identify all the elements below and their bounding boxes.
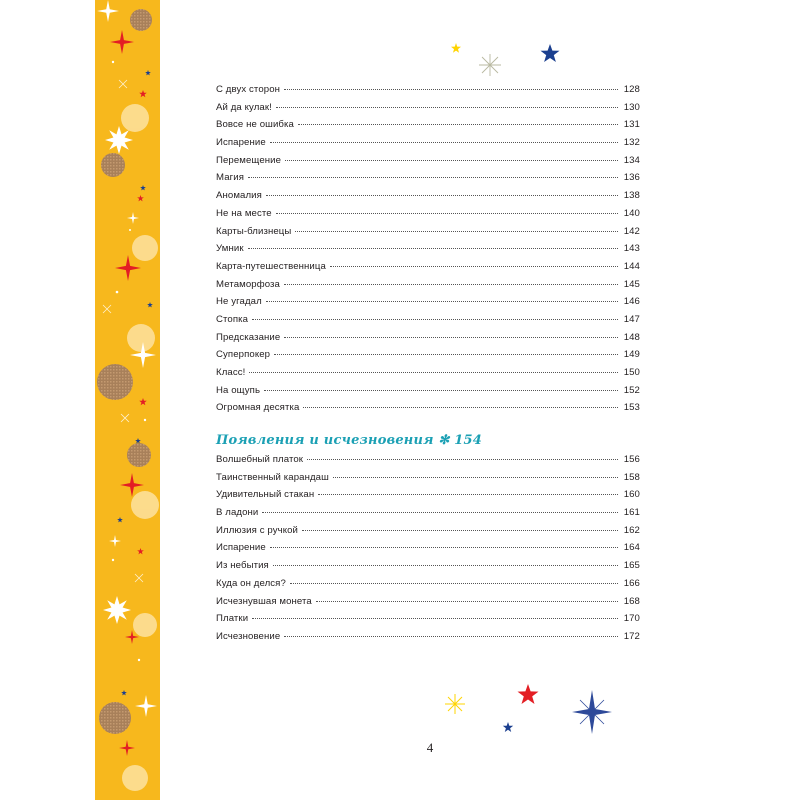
toc-entry xyxy=(216,119,640,137)
toc-entry xyxy=(216,525,640,543)
toc-entry-page: 160 xyxy=(623,489,640,501)
toc-entry xyxy=(216,454,640,472)
dot-leader xyxy=(266,301,618,302)
toc-entry xyxy=(216,489,640,507)
toc-entry xyxy=(216,349,640,367)
dot-leader xyxy=(303,407,618,408)
decorative-stars-top xyxy=(448,40,568,80)
toc-entry-title: Огромная десятка xyxy=(216,402,300,414)
toc-entry-page: 145 xyxy=(623,278,640,290)
toc-entry-title: Не на месте xyxy=(216,207,272,219)
dot-leader xyxy=(262,512,618,513)
toc-entry-page: 136 xyxy=(623,172,640,184)
toc-entry-page: 168 xyxy=(623,595,640,607)
toc-entry-title: Таинственный карандаш xyxy=(216,471,329,483)
toc-entry-page: 152 xyxy=(623,384,640,396)
dot-leader xyxy=(274,354,618,355)
toc-entry-page: 144 xyxy=(623,260,640,272)
toc-entry xyxy=(216,102,640,120)
toc-entry xyxy=(216,542,640,560)
toc-entry xyxy=(216,279,640,297)
toc-entry-page: 153 xyxy=(623,402,640,414)
toc-entry-title: Испарение xyxy=(216,137,266,149)
toc-entry-title: Стопка xyxy=(216,313,249,325)
toc-entry-title: Карты-близнецы xyxy=(216,225,292,237)
table-of-contents-part-1 xyxy=(216,84,640,420)
toc-entry xyxy=(216,385,640,403)
dot-leader xyxy=(298,124,618,125)
toc-entry-page: 140 xyxy=(623,207,640,219)
dot-leader xyxy=(266,195,618,196)
toc-entry-title: Иллюзия с ручкой xyxy=(216,524,298,536)
dot-leader xyxy=(264,390,618,391)
toc-entry-page: 138 xyxy=(623,190,640,202)
toc-entry xyxy=(216,402,640,420)
toc-entry xyxy=(216,631,640,649)
toc-entry xyxy=(216,507,640,525)
toc-entry xyxy=(216,243,640,261)
toc-entry-page: 134 xyxy=(623,154,640,166)
toc-entry-page: 161 xyxy=(623,507,640,519)
toc-entry xyxy=(216,84,640,102)
dot-leader xyxy=(302,530,618,531)
toc-entry-title: Не угадал xyxy=(216,296,262,308)
toc-entry-title: С двух сторон xyxy=(216,84,281,95)
toc-entry-title: Исчезновение xyxy=(216,630,281,642)
toc-entry-title: На ощупь xyxy=(216,384,261,396)
toc-entry-page: 147 xyxy=(623,313,640,325)
toc-entry-page: 149 xyxy=(623,349,640,361)
dot-leader xyxy=(284,337,618,338)
dot-leader xyxy=(270,547,618,548)
toc-entry-title: Предсказание xyxy=(216,331,281,343)
dot-leader xyxy=(284,89,618,90)
toc-entry xyxy=(216,613,640,631)
toc-entry-page: 156 xyxy=(623,454,640,465)
dot-leader xyxy=(330,266,618,267)
toc-entry-page: 142 xyxy=(623,225,640,237)
dot-leader xyxy=(273,565,618,566)
toc-entry xyxy=(216,332,640,350)
toc-entry-title: Магия xyxy=(216,172,244,184)
toc-entry xyxy=(216,314,640,332)
star-pattern-graphic xyxy=(95,0,160,800)
toc-entry-page: 164 xyxy=(623,542,640,554)
dot-leader xyxy=(249,372,618,373)
dot-leader xyxy=(290,583,618,584)
dot-leader xyxy=(284,636,618,637)
toc-entry-title: В ладони xyxy=(216,507,259,519)
toc-entry-title: Перемещение xyxy=(216,154,282,166)
toc-entry-page: 170 xyxy=(623,613,640,625)
toc-entry xyxy=(216,560,640,578)
toc-entry xyxy=(216,367,640,385)
toc-entry xyxy=(216,226,640,244)
toc-entry-title: Исчезнувшая монета xyxy=(216,595,312,607)
toc-entry-title: Из небытия xyxy=(216,560,269,572)
toc-entry-page: 128 xyxy=(623,84,640,95)
toc-entry-page: 158 xyxy=(623,471,640,483)
toc-entry xyxy=(216,596,640,614)
toc-entry-page: 146 xyxy=(623,296,640,308)
dot-leader xyxy=(270,142,618,143)
section-heading: Появления и исчезновения ✻ 154 xyxy=(216,433,482,448)
toc-entry-title: Платки xyxy=(216,613,249,625)
toc-entry xyxy=(216,261,640,279)
dot-leader xyxy=(307,459,618,460)
dot-leader xyxy=(333,477,618,478)
decorative-border-strip xyxy=(95,0,160,800)
toc-entry-title: Удивительный стакан xyxy=(216,489,315,501)
toc-entry-page: 162 xyxy=(623,524,640,536)
dot-leader xyxy=(276,107,618,108)
dot-leader xyxy=(318,494,618,495)
toc-entry xyxy=(216,472,640,490)
toc-entry xyxy=(216,208,640,226)
toc-entry xyxy=(216,137,640,155)
toc-entry xyxy=(216,190,640,208)
toc-entry-title: Ай да кулак! xyxy=(216,101,272,113)
toc-entry-title: Метаморфоза xyxy=(216,278,280,290)
dot-leader xyxy=(252,618,618,619)
toc-entry-page: 148 xyxy=(623,331,640,343)
dot-leader xyxy=(252,319,618,320)
toc-entry-page: 143 xyxy=(623,243,640,255)
toc-entry xyxy=(216,296,640,314)
page-number: 4 xyxy=(426,740,434,755)
toc-entry xyxy=(216,155,640,173)
toc-entry-title: Волшебный платок xyxy=(216,454,304,465)
toc-entry-page: 130 xyxy=(623,101,640,113)
dot-leader xyxy=(248,248,618,249)
toc-entry-page: 166 xyxy=(623,577,640,589)
toc-entry-page: 172 xyxy=(623,630,640,642)
dot-leader xyxy=(295,231,618,232)
toc-entry-title: Испарение xyxy=(216,542,266,554)
toc-entry-title: Вовсе не ошибка xyxy=(216,119,294,131)
toc-entry-title: Класс! xyxy=(216,367,246,378)
toc-entry xyxy=(216,578,640,596)
decorative-stars-bottom xyxy=(440,682,620,742)
dot-leader xyxy=(316,601,618,602)
dot-leader xyxy=(285,160,618,161)
toc-entry-title: Умник xyxy=(216,243,244,255)
dot-leader xyxy=(276,213,618,214)
dot-leader xyxy=(248,177,618,178)
toc-entry-page: 132 xyxy=(623,137,640,149)
dot-leader xyxy=(284,284,618,285)
toc-entry-page: 165 xyxy=(623,560,640,572)
toc-entry-title: Карта-путешественница xyxy=(216,260,326,272)
toc-entry-title: Суперпокер xyxy=(216,349,271,361)
toc-entry-page: 150 xyxy=(623,367,640,378)
table-of-contents-part-2 xyxy=(216,454,640,649)
toc-entry-title: Куда он делся? xyxy=(216,577,286,589)
toc-entry-title: Аномалия xyxy=(216,190,262,202)
toc-entry xyxy=(216,172,640,190)
toc-entry-page: 131 xyxy=(623,119,640,131)
